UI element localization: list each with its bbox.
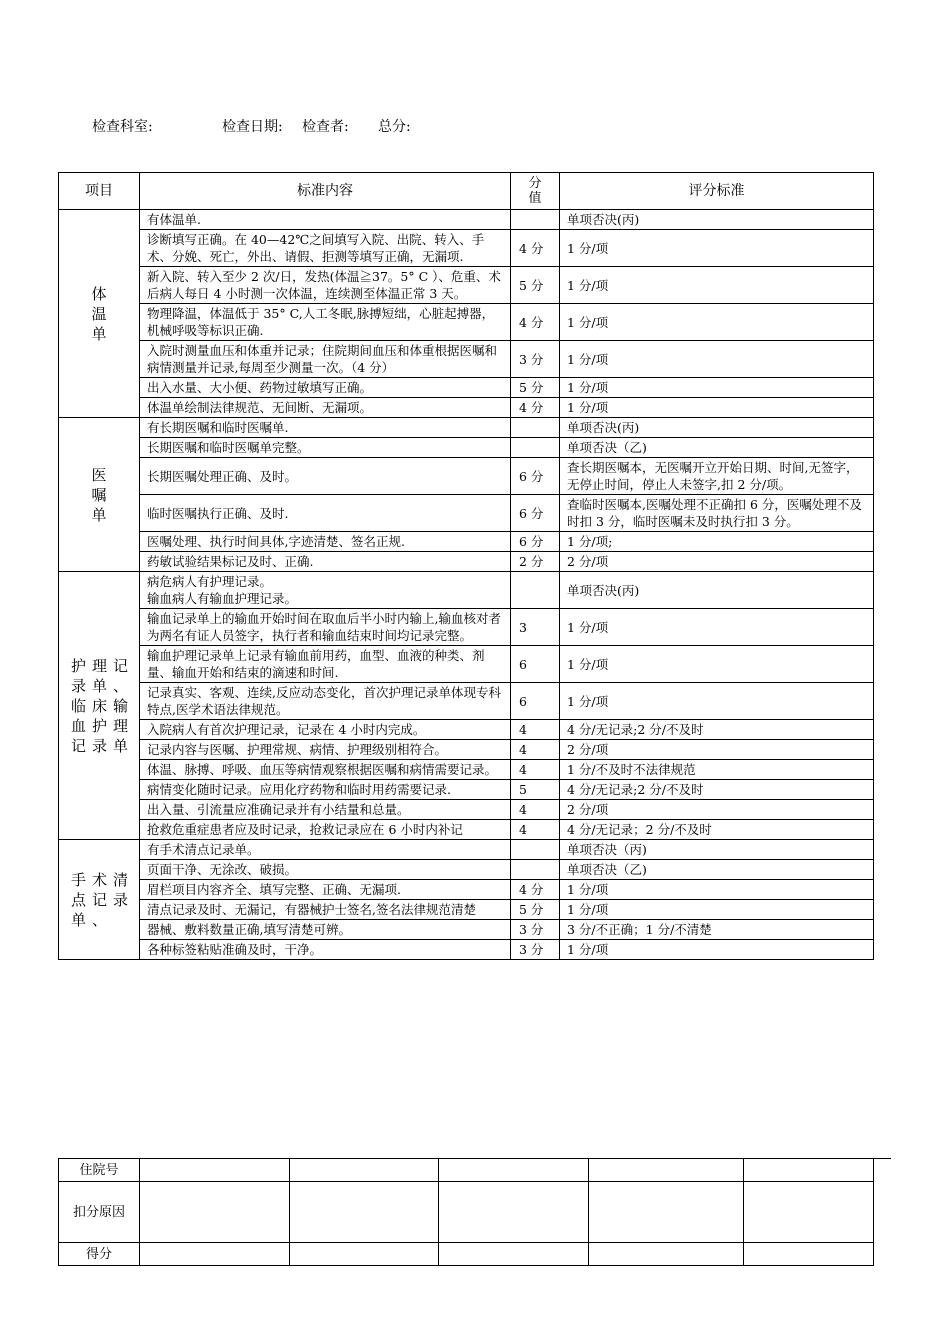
row-content: 有体温单.	[140, 210, 511, 230]
row-score: 5	[511, 780, 560, 800]
row-score: 6	[511, 646, 560, 683]
row-criteria: 1 分/项	[560, 609, 874, 646]
row-criteria: 1 分/项	[560, 683, 874, 720]
header-score-top: 分	[528, 176, 542, 191]
score-cell[interactable]	[439, 1243, 589, 1266]
table-row	[59, 552, 874, 572]
row-score: 2 分	[511, 552, 560, 572]
row-criteria: 1 分/项	[560, 398, 874, 418]
row-score: 6	[511, 683, 560, 720]
table-row	[59, 683, 874, 720]
row-content: 病危病人有护理记录。 输血病人有输血护理记录。	[140, 572, 511, 609]
row-criteria: 1 分/项	[560, 646, 874, 683]
table-row	[59, 458, 874, 495]
row-criteria: 1 分/项	[560, 341, 874, 378]
row-score: 3 分	[511, 920, 560, 940]
row-criteria: 单项否决（乙)	[560, 860, 874, 880]
row-score: 6 分	[511, 458, 560, 495]
row-content: 眉栏项目内容齐全、填写完整、正确、无漏项.	[140, 880, 511, 900]
row-criteria: 4 分/无记录;2 分/不及时	[560, 720, 874, 740]
table-row	[59, 880, 874, 900]
table-header-row	[59, 173, 874, 210]
row-score: 6 分	[511, 495, 560, 532]
footer-row-score	[59, 1243, 874, 1266]
table-row	[59, 378, 874, 398]
deduction-reason-cell[interactable]	[744, 1182, 874, 1243]
row-content: 体温、脉搏、呼吸、血压等病情观察根据医嘱和病情需要记录。	[140, 760, 511, 780]
row-criteria: 1 分/项	[560, 880, 874, 900]
row-criteria: 1 分/不及时不法律规范	[560, 760, 874, 780]
row-content: 长期医嘱处理正确、及时。	[140, 458, 511, 495]
row-score: 5 分	[511, 900, 560, 920]
footer-line-stub	[873, 1158, 891, 1159]
deduction-reason-cell[interactable]	[140, 1182, 290, 1243]
hospital-no-cell[interactable]	[290, 1159, 439, 1182]
row-criteria: 2 分/项	[560, 552, 874, 572]
row-content: 药敏试验结果标记及时、正确.	[140, 552, 511, 572]
deduction-reason-cell[interactable]	[439, 1182, 589, 1243]
header-score-bottom: 值	[528, 191, 542, 206]
row-score	[511, 840, 560, 860]
table-row	[59, 940, 874, 960]
table-row	[59, 720, 874, 740]
dept-label: 检查科室:	[92, 119, 153, 135]
table-row	[59, 840, 874, 860]
section-label: 护理记录单、临床输血护理记录单	[59, 572, 140, 840]
row-criteria: 4 分/无记录；2 分/不及时	[560, 820, 874, 840]
row-content: 清点记录及时、无漏记，有器械护士签名,签名法律规范清楚	[140, 900, 511, 920]
deduction-reason-cell[interactable]	[589, 1182, 744, 1243]
row-score	[511, 418, 560, 438]
section-label: 手术清点记录单、	[59, 840, 140, 960]
deduction-reason-label: 扣分原因	[59, 1182, 140, 1243]
table-row	[59, 495, 874, 532]
row-content: 记录真实、客观、连续,反应动态变化，首次护理记录单体现专科特点,医学术语法律规范。	[140, 683, 511, 720]
row-score	[511, 572, 560, 609]
row-content: 物理降温，体温低于 35° C,人工冬眠,脉搏短绌，心脏起搏器，机械呼吸等标识正确.	[140, 304, 511, 341]
row-score	[511, 438, 560, 458]
table-row	[59, 572, 874, 609]
inspection-header	[92, 116, 411, 136]
table-row	[59, 760, 874, 780]
row-criteria: 1 分/项	[560, 900, 874, 920]
header-item: 项目	[59, 173, 140, 210]
row-score: 4	[511, 800, 560, 820]
header-score	[511, 173, 560, 210]
score-cell[interactable]	[744, 1243, 874, 1266]
deduction-reason-cell[interactable]	[290, 1182, 439, 1243]
row-content: 器械、敷料数量正确,填写清楚可辨。	[140, 920, 511, 940]
table-row	[59, 860, 874, 880]
table-row	[59, 267, 874, 304]
row-content: 输血记录单上的输血开始时间在取血后半小时内输上,输血核对者为两名有证人员签字，执行者和输血结束时间均记录完整。	[140, 609, 511, 646]
row-score: 3	[511, 609, 560, 646]
table-row	[59, 780, 874, 800]
inspector-label: 检查者:	[302, 119, 349, 135]
row-content: 输血护理记录单上记录有输血前用药，血型、血液的种类、剂量、输血开始和结束的滴速和时间.	[140, 646, 511, 683]
table-row	[59, 900, 874, 920]
row-content: 出入量、引流量应准确记录并有小结量和总量。	[140, 800, 511, 820]
row-score: 4	[511, 720, 560, 740]
row-score: 6 分	[511, 532, 560, 552]
table-row	[59, 609, 874, 646]
row-criteria: 单项否决(丙)	[560, 210, 874, 230]
row-score: 4 分	[511, 304, 560, 341]
table-row	[59, 398, 874, 418]
table-row	[59, 800, 874, 820]
table-row	[59, 532, 874, 552]
row-criteria: 3 分/不正确；1 分/不清楚	[560, 920, 874, 940]
row-criteria: 单项否决(丙)	[560, 418, 874, 438]
row-score: 3 分	[511, 341, 560, 378]
row-content: 临时医嘱执行正确、及时.	[140, 495, 511, 532]
total-label: 总分:	[378, 119, 411, 135]
table-row	[59, 740, 874, 760]
row-content: 出入水量、大小便、药物过敏填写正确。	[140, 378, 511, 398]
row-score: 5 分	[511, 267, 560, 304]
row-criteria: 1 分/项;	[560, 532, 874, 552]
footer-table	[58, 1158, 874, 1266]
table-row	[59, 230, 874, 267]
table-body	[59, 210, 874, 960]
table-row	[59, 820, 874, 840]
row-criteria: 查临时医嘱本,医嘱处理不正确扣 6 分，医嘱处理不及时扣 3 分，临时医嘱未及时执行扣 3 分。	[560, 495, 874, 532]
row-score	[511, 860, 560, 880]
row-criteria: 2 分/项	[560, 740, 874, 760]
row-content: 页面干净、无涂改、破损。	[140, 860, 511, 880]
score-cell[interactable]	[589, 1243, 744, 1266]
row-criteria: 单项否决（乙)	[560, 438, 874, 458]
row-score	[511, 210, 560, 230]
row-score: 4	[511, 760, 560, 780]
hospital-no-label: 住院号	[59, 1159, 140, 1182]
row-criteria: 单项否决(丙)	[560, 572, 874, 609]
row-criteria: 1 分/项	[560, 304, 874, 341]
date-label: 检查日期:	[222, 119, 283, 135]
score-label: 得分	[59, 1243, 140, 1266]
hospital-no-cell[interactable]	[439, 1159, 589, 1182]
row-score: 5 分	[511, 378, 560, 398]
row-content: 入院病人有首次护理记录，记录在 4 小时内完成。	[140, 720, 511, 740]
footer-row-hospital-no	[59, 1159, 874, 1182]
row-content: 诊断填写正确。在 40—42℃之间填写入院、出院、转入、手术、分娩、死亡，外出、请假、拒测等填写正确，无漏项.	[140, 230, 511, 267]
row-content: 抢救危重症患者应及时记录，抢救记录应在 6 小时内补记	[140, 820, 511, 840]
header-content: 标准内容	[140, 173, 511, 210]
row-content: 体温单绘制法律规范、无间断、无漏项。	[140, 398, 511, 418]
table-row	[59, 646, 874, 683]
table-row	[59, 304, 874, 341]
table-row	[59, 438, 874, 458]
hospital-no-cell[interactable]	[744, 1159, 874, 1182]
row-content: 各种标签粘贴准确及时，干净。	[140, 940, 511, 960]
table-row	[59, 418, 874, 438]
inspection-table	[58, 172, 874, 960]
row-content: 医嘱处理、执行时间具体,字迹清楚、签名正规.	[140, 532, 511, 552]
hospital-no-cell[interactable]	[140, 1159, 290, 1182]
row-criteria: 查长期医嘱本，无医嘱开立开始日期、时间,无签字，无停止时间，停止人未签字,扣 2 分/项。	[560, 458, 874, 495]
row-content: 记录内容与医嘱、护理常规、病情、护理级别相符合。	[140, 740, 511, 760]
row-score: 4	[511, 820, 560, 840]
table-row	[59, 920, 874, 940]
row-score: 4 分	[511, 880, 560, 900]
row-content: 有手术清点记录单。	[140, 840, 511, 860]
row-content: 新入院、转入至少 2 次/日，发热(体温≧37。5° C ）、危重、术后病人每日 4 小时测一次体温，连续测至体温正常 3 天。	[140, 267, 511, 304]
table-row	[59, 210, 874, 230]
row-criteria: 4 分/无记录;2 分/不及时	[560, 780, 874, 800]
section-label: 医 嘱 单	[59, 418, 140, 572]
header-criteria: 评分标准	[560, 173, 874, 210]
row-score: 3 分	[511, 940, 560, 960]
score-cell[interactable]	[290, 1243, 439, 1266]
row-criteria: 1 分/项	[560, 230, 874, 267]
row-score: 4	[511, 740, 560, 760]
row-content: 有长期医嘱和临时医嘱单.	[140, 418, 511, 438]
footer-row-deduction-reason	[59, 1182, 874, 1243]
row-content: 病情变化随时记录。应用化疗药物和临时用药需要记录.	[140, 780, 511, 800]
row-criteria: 1 分/项	[560, 267, 874, 304]
table-row	[59, 341, 874, 378]
score-cell[interactable]	[140, 1243, 290, 1266]
hospital-no-cell[interactable]	[589, 1159, 744, 1182]
row-content: 长期医嘱和临时医嘱单完整。	[140, 438, 511, 458]
section-label: 体 温 单	[59, 210, 140, 418]
row-criteria: 1 分/项	[560, 378, 874, 398]
row-criteria: 单项否决（丙)	[560, 840, 874, 860]
row-score: 4 分	[511, 230, 560, 267]
row-criteria: 2 分/项	[560, 800, 874, 820]
row-content: 入院时测量血压和体重并记录；住院期间血压和体重根据医嘱和病情测量并记录,每周至少测量一次。（4 分）	[140, 341, 511, 378]
row-score: 4 分	[511, 398, 560, 418]
row-criteria: 1 分/项	[560, 940, 874, 960]
